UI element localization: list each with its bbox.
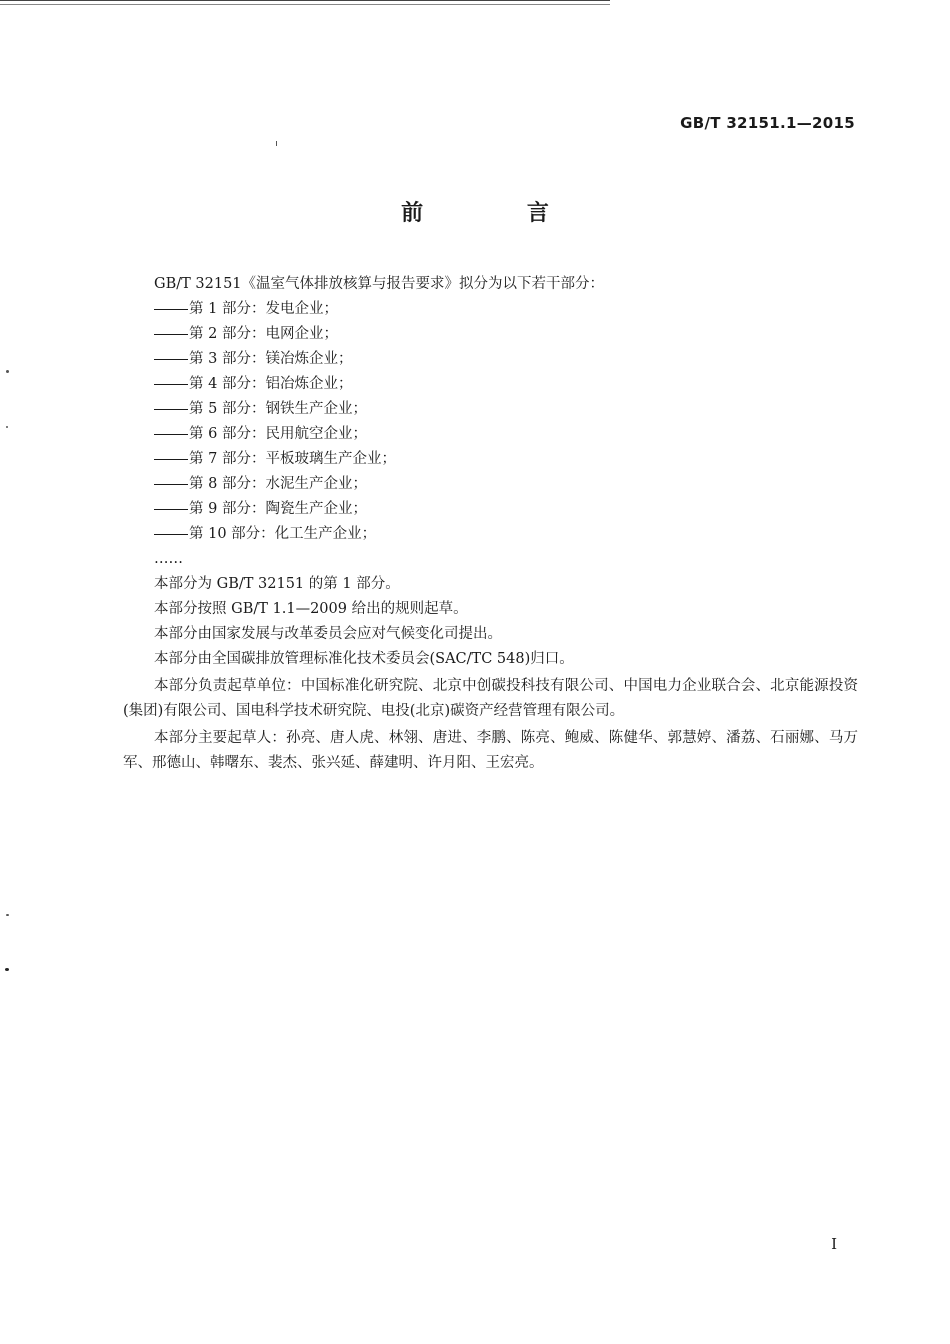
- paragraph-drafting-rules: 本部分按照 GB/T 1.1—2009 给出的规则起草。: [154, 601, 468, 617]
- part-item-1: [123, 297, 858, 322]
- dash-mark: [154, 534, 188, 535]
- part-item-3: [123, 347, 858, 372]
- part-item-9: [123, 497, 858, 522]
- scan-speck: [276, 141, 277, 146]
- dash-mark: [154, 384, 188, 385]
- paragraph-drafting-units: 本部分负责起草单位：中国标准化研究院、北京中创碳投科技有限公司、中国电力企业联合会、北京能源投资(集团)有限公司、国电科学技术研究院、电投(北京)碳资产经营管理有限公司。: [123, 678, 858, 719]
- dash-mark: [154, 434, 188, 435]
- top-rule-secondary: [0, 4, 610, 5]
- scan-speck: [6, 426, 8, 428]
- part-item-text: 第 8 部分：水泥生产企业；: [189, 476, 367, 492]
- dash-mark: [154, 509, 188, 510]
- part-item-10: [123, 522, 858, 547]
- paragraph-drafters: 本部分主要起草人：孙亮、唐人虎、林翎、唐进、李鹏、陈亮、鲍威、陈健华、郭慧婷、潘荔、石丽娜、马万军、邢德山、韩曙东、裴杰、张兴延、薛建明、许月阳、王宏亮。: [123, 730, 858, 771]
- scan-speck: [6, 914, 9, 916]
- part-item-text: 第 1 部分：发电企业；: [189, 301, 338, 317]
- part-item-6: [123, 422, 858, 447]
- dash-mark: [154, 309, 188, 310]
- part-item-text: 第 7 部分：平板玻璃生产企业；: [189, 451, 396, 467]
- part-item-text: 第 6 部分：民用航空企业；: [189, 426, 367, 442]
- part-item-2: [123, 322, 858, 347]
- dash-mark: [154, 334, 188, 335]
- paragraph-part-number: 本部分为 GB/T 32151 的第 1 部分。: [154, 576, 400, 592]
- scan-speck: [6, 370, 9, 373]
- part-item-text: 第 10 部分：化工生产企业；: [189, 526, 377, 542]
- part-item-7: [123, 447, 858, 472]
- part-item-text: 第 2 部分：电网企业；: [189, 326, 338, 342]
- intro-line: GB/T 32151《温室气体排放核算与报告要求》拟分为以下若干部分：: [154, 276, 605, 292]
- dash-mark: [154, 484, 188, 485]
- part-item-text: 第 9 部分：陶瓷生产企业；: [189, 501, 367, 517]
- part-item-5: [123, 397, 858, 422]
- part-item-text: 第 3 部分：镁冶炼企业；: [189, 351, 353, 367]
- part-item-4: [123, 372, 858, 397]
- page-title: 前 言: [401, 201, 597, 226]
- foreword-body: [123, 272, 858, 776]
- part-item-text: 第 4 部分：铝冶炼企业；: [189, 376, 353, 392]
- dash-mark: [154, 409, 188, 410]
- paragraph-proposer: 本部分由国家发展与改革委员会应对气候变化司提出。: [154, 626, 502, 642]
- top-rule: [0, 0, 610, 1]
- page-number: I: [831, 1235, 837, 1253]
- part-item-8: [123, 472, 858, 497]
- dash-mark: [154, 459, 188, 460]
- part-item-text: 第 5 部分：钢铁生产企业；: [189, 401, 367, 417]
- ellipsis: ……: [154, 551, 183, 567]
- scan-speck: [5, 968, 9, 971]
- paragraph-committee: 本部分由全国碳排放管理标准化技术委员会(SAC/TC 548)归口。: [154, 651, 574, 667]
- standard-number: GB/T 32151.1—2015: [680, 114, 855, 132]
- dash-mark: [154, 359, 188, 360]
